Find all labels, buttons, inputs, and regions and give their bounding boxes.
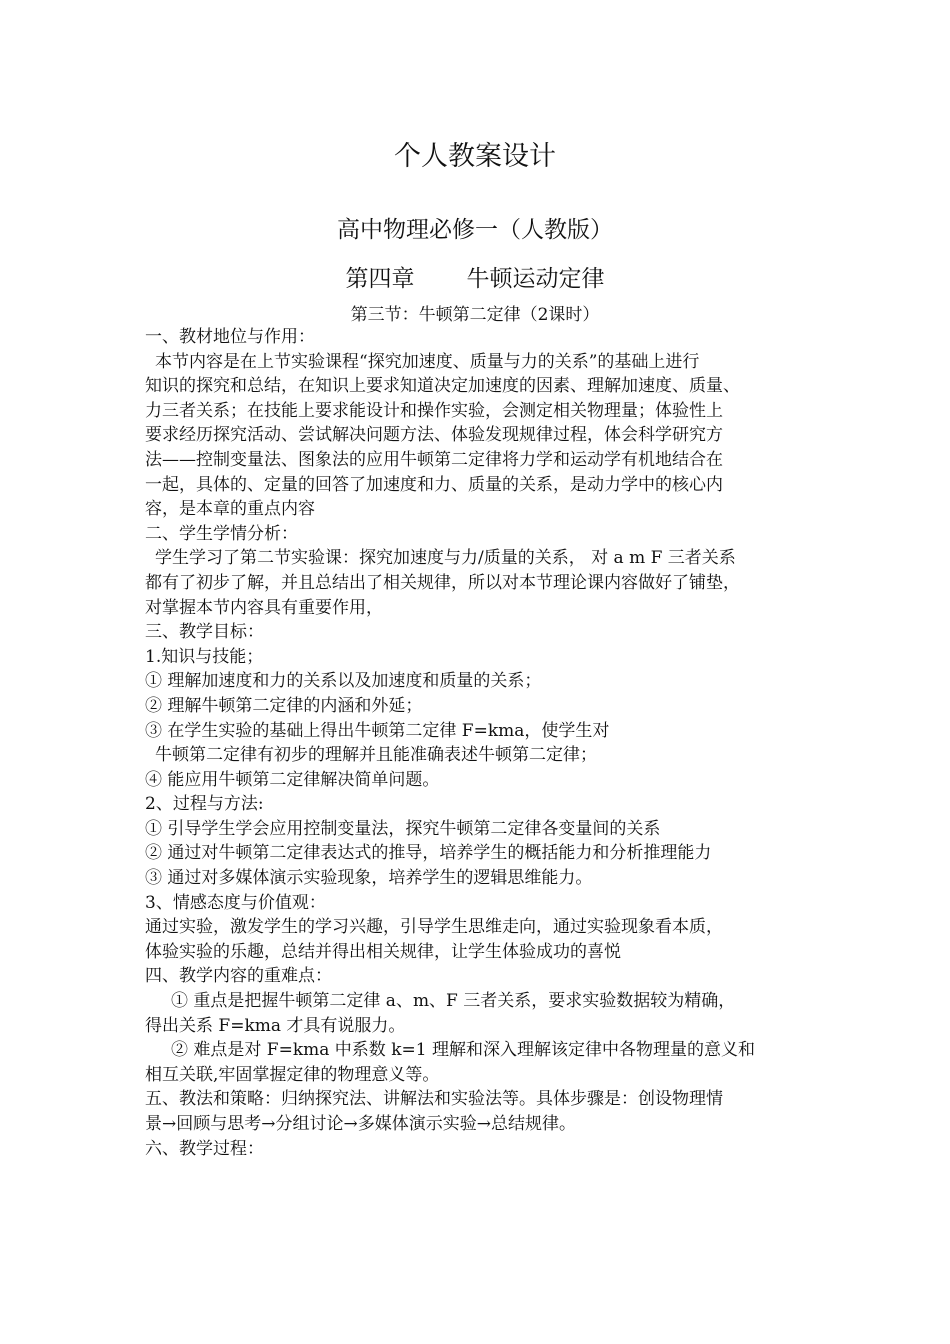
document-title: 个人教案设计 [394,141,556,172]
paragraph-line: 都有了初步了解，并且总结出了相关规律，所以对本节理论课内容做好了铺垫， [145,572,740,593]
heading-student-analysis: 二、学生学情分析： [145,523,298,544]
paragraph-line: 通过实验，激发学生的学习兴趣，引导学生思维走向，通过实验现象看本质， [145,917,723,938]
section-heading: 第三节：牛顿第二定律（2课时） [350,305,600,325]
paragraph-line: 知识的探究和总结，在知识上要求知道决定加速度的因素、理解加速度、质量、 [145,376,740,397]
list-item: ① 理解加速度和力的关系以及加速度和质量的关系； [145,671,542,692]
list-item: ③ 在学生实验的基础上得出牛顿第二定律 F=kma，使学生对 [145,720,610,741]
paragraph-line: 要求经历探究活动、尝试解决问题方法、体验发现规律过程，体会科学研究方 [145,425,723,446]
subheading-attitude-values: 3、情感态度与价值观： [145,892,326,913]
list-item: ④ 能应用牛顿第二定律解决简单问题。 [145,769,440,790]
list-item: ③ 通过对多媒体演示实验现象，培养学生的逻辑思维能力。 [145,868,593,889]
paragraph-line: 一起，具体的、定量的回答了加速度和力、质量的关系，是动力学中的核心内 [145,474,723,495]
list-item: ① 重点是把握牛顿第二定律 a、m、F 三者关系，要求实验数据较为精确， [171,991,736,1012]
heading-teaching-goals: 三、教学目标： [145,622,264,643]
document-subtitle: 高中物理必修一（人教版） [337,217,613,243]
paragraph-line: 学生学习了第二节实验课：探究加速度与力/质量的关系， 对 a m F 三者关系 [155,548,736,569]
paragraph-line: 本节内容是在上节实验课程“探究加速度、质量与力的关系”的基础上进行 [155,351,700,372]
list-item: ② 理解牛顿第二定律的内涵和外延； [145,695,423,716]
chapter-number: 第四章 [345,266,415,292]
list-item-continuation: 得出关系 F=kma 才具有说服力。 [145,1015,406,1036]
heading-methods-strategy: 五、教法和策略：归纳探究法、讲解法和实验法等。具体步骤是：创设物理情 [145,1089,723,1110]
subheading-knowledge-skills: 1.知识与技能； [145,646,264,667]
paragraph-line: 对掌握本节内容具有重要作用， [145,597,383,618]
paragraph-line: 法——控制变量法、图象法的应用牛顿第二定律将力学和运动学有机地结合在 [145,449,723,470]
list-item-continuation: 相互关联,牢固掌握定律的物理意义等。 [145,1064,440,1085]
paragraph-line: 力三者关系；在技能上要求能设计和操作实验，会测定相关物理量；体验性上 [145,400,723,421]
heading-key-difficult-points: 四、教学内容的重难点： [145,966,332,987]
list-item: ① 引导学生学会应用控制变量法，探究牛顿第二定律各变量间的关系 [145,818,661,839]
heading-textbook-role: 一、教材地位与作用： [145,327,315,347]
paragraph-line: 景→回顾与思考→分组讨论→多媒体演示实验→总结规律。 [145,1114,576,1134]
list-item: ② 通过对牛顿第二定律表达式的推导，培养学生的概括能力和分析推理能力 [145,843,712,864]
paragraph-line: 体验实验的乐趣，总结并得出相关规律，让学生体验成功的喜悦 [145,941,621,962]
chapter-name: 牛顿运动定律 [466,266,605,292]
list-item: ② 难点是对 F=kma 中系数 k=1 理解和深入理解该定律中各物理量的意义和 [171,1040,755,1061]
document-body [145,325,820,1161]
paragraph-line: 容，是本章的重点内容 [145,499,315,520]
chapter-heading [0,260,950,293]
subheading-process-method: 2、过程与方法: [145,794,264,815]
heading-teaching-process: 六、教学过程： [145,1138,264,1159]
list-item-continuation: 牛顿第二定律有初步的理解并且能准确表述牛顿第二定律； [155,745,597,766]
